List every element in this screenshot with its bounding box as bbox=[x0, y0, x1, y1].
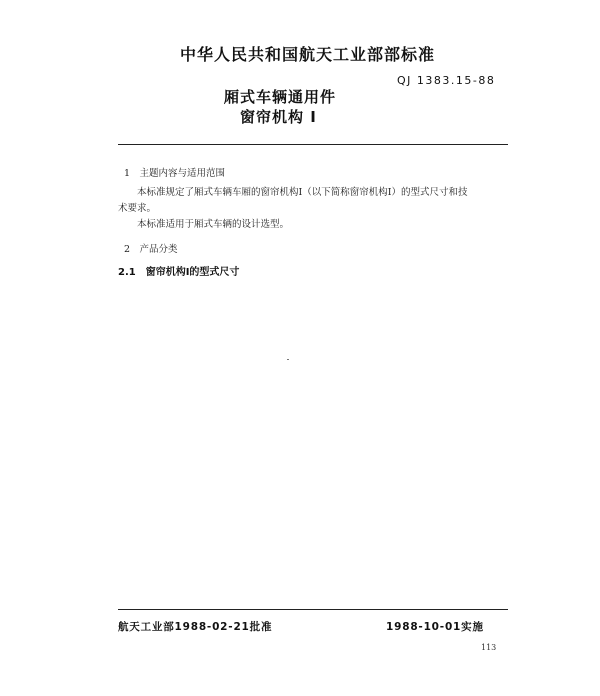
top-divider bbox=[118, 144, 508, 145]
bottom-divider bbox=[118, 609, 508, 610]
section1-heading: 1 主题内容与适用范围 bbox=[124, 168, 226, 179]
effective-date: 1988-10-01实施 bbox=[386, 621, 484, 633]
section2-heading: 2 产品分类 bbox=[124, 244, 178, 255]
issued-date: 航天工业部1988-02-21批准 bbox=[118, 621, 273, 633]
scan-speck bbox=[287, 359, 289, 360]
document-title-line2: 窗帘机构 Ⅰ bbox=[240, 108, 317, 126]
page-number: 113 bbox=[481, 643, 497, 652]
standard-code: QJ 1383.15-88 bbox=[397, 74, 496, 87]
section1-paragraph2: 本标准适用于厢式车辆的设计选型。 bbox=[137, 219, 290, 230]
document-title-line1: 厢式车辆通用件 bbox=[224, 88, 337, 106]
organization-title: 中华人民共和国航天工业部部标准 bbox=[180, 45, 436, 64]
section1-paragraph1-line2: 术要求。 bbox=[118, 203, 157, 214]
section2-1-heading: 2.1 窗帘机构Ⅰ的型式尺寸 bbox=[118, 267, 240, 278]
section1-paragraph1-line1: 本标准规定了厢式车辆车厢的窗帘机构Ⅰ（以下简称窗帘机构Ⅰ）的型式尺寸和技 bbox=[137, 187, 468, 198]
